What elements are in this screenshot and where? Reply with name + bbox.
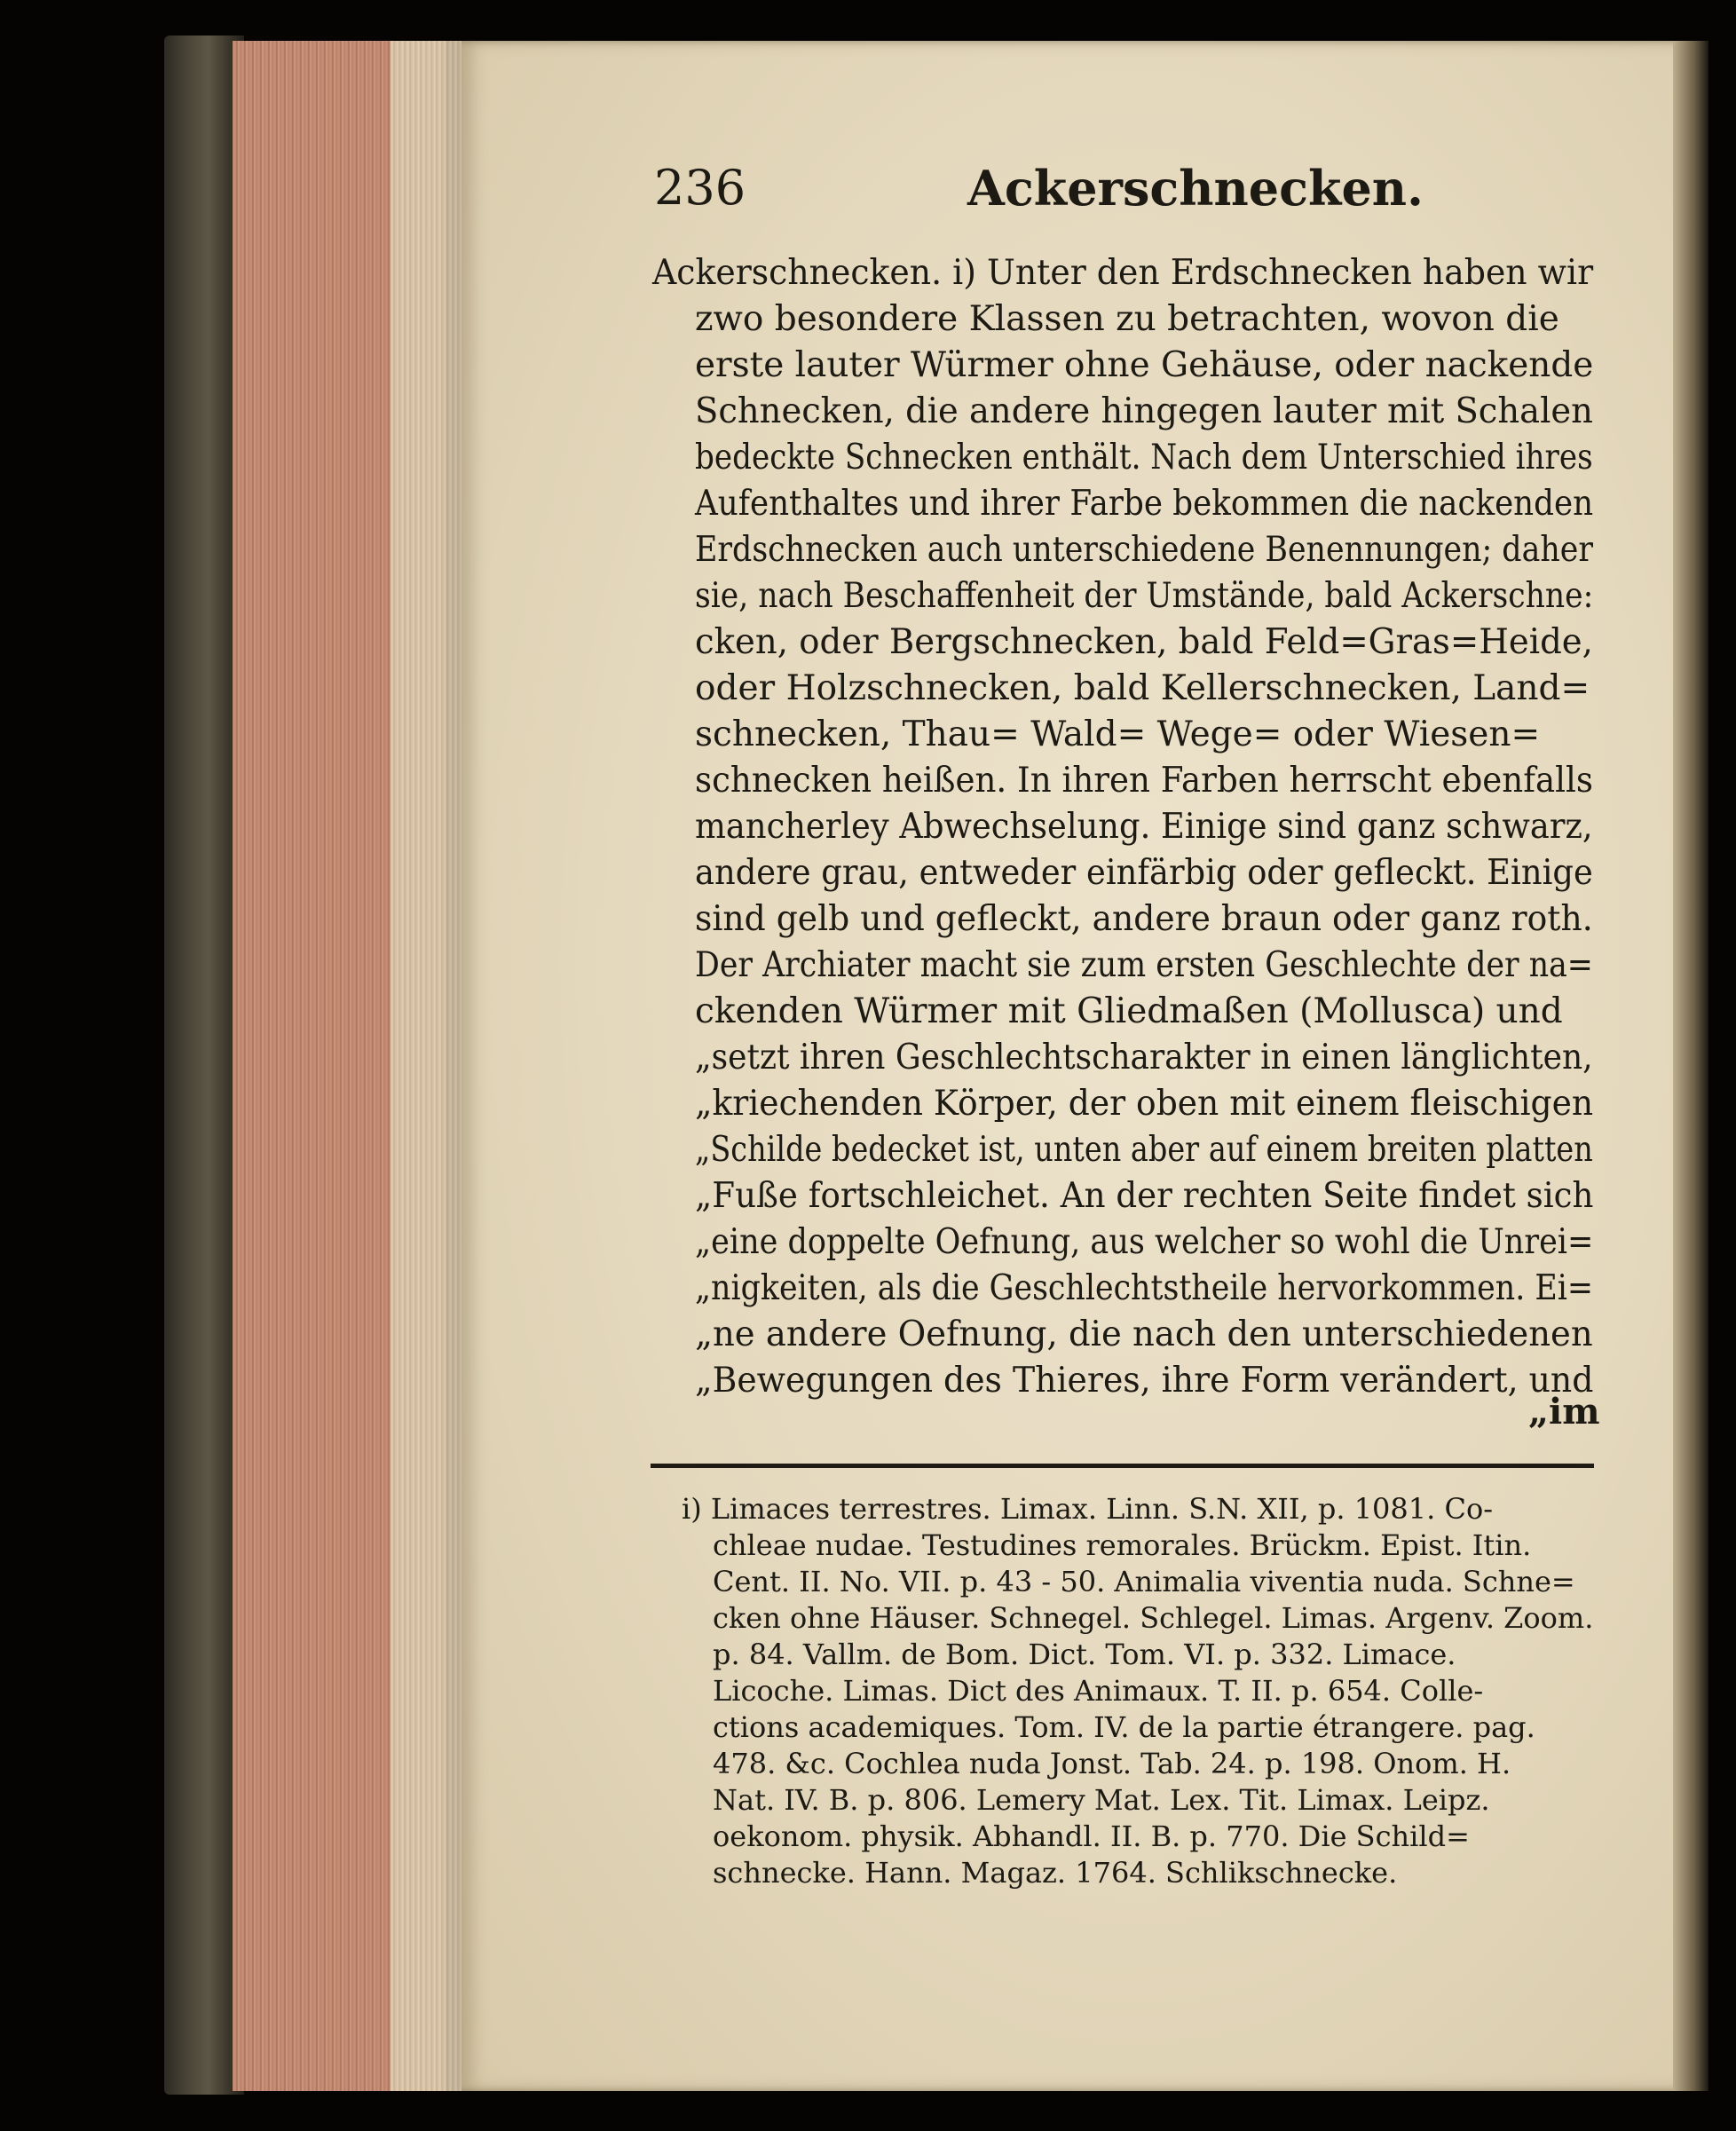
page-number: 236 <box>654 160 746 216</box>
body-line: schnecken heißen. In ihren Farben herrscht ebenfalls <box>695 761 1593 801</box>
body-line: sie, nach Beschaffenheit der Umstände, bald Ackerschne: <box>695 576 1594 616</box>
body-line: mancherley Abwechselung. Einige sind ganz schwarz, <box>695 807 1593 847</box>
body-line: zwo besondere Klassen zu betrachten, wovon die <box>695 299 1559 339</box>
footnote-line: i) Limaces terrestres. Limax. Linn. S.N. XII, p. 1081. Co- <box>682 1492 1494 1526</box>
body-line: Erdschnecken auch unterschiedene Benennungen; daher <box>695 530 1593 570</box>
body-line: „Fuße fortschleichet. An der rechten Seite findet sich <box>695 1176 1594 1216</box>
body-line: „nigkeiten, als die Geschlechtstheile hervorkommen. Ei= <box>695 1268 1594 1308</box>
footnote-line: Cent. II. No. VII. p. 43 - 50. Animalia viventia nuda. Schne= <box>713 1565 1575 1598</box>
body-line: Der Archiater macht sie zum ersten Geschlechte der na= <box>695 945 1593 985</box>
footnote-line: chleae nudae. Testudines remorales. Brückm. Epist. Itin. <box>713 1528 1532 1562</box>
body-line: sind gelb und gefleckt, andere braun oder ganz roth. <box>695 899 1593 939</box>
body-line: Schnecken, die andere hingegen lauter mit Schalen <box>695 391 1593 431</box>
footnote-line: Licoche. Limas. Dict des Animaux. T. II. p. 654. Colle- <box>713 1674 1484 1708</box>
body-line: „eine doppelte Oefnung, aus welcher so wohl die Unrei= <box>695 1222 1594 1262</box>
body-line: andere grau, entweder einfärbig oder gefleckt. Einige <box>695 853 1593 893</box>
footnote-rule <box>651 1464 1594 1468</box>
body-line: „kriechenden Körper, der oben mit einem fleischigen <box>695 1084 1594 1124</box>
page-edges-inner <box>391 41 466 2091</box>
body-line: schnecken, Thau= Wald= Wege= oder Wiesen= <box>695 714 1541 754</box>
body-line: oder Holzschnecken, bald Kellerschnecken, Land= <box>695 668 1590 708</box>
footnote-line: p. 84. Vallm. de Bom. Dict. Tom. VI. p. 332. Limace. <box>713 1638 1456 1671</box>
body-line: Ackerschnecken. i) Unter den Erdschnecken haben wir <box>652 253 1594 293</box>
body-line: erste lauter Würmer ohne Gehäuse, oder nackende <box>695 345 1594 385</box>
footnote-line: 478. &c. Cochlea nuda Jonst. Tab. 24. p. 198. Onom. H. <box>713 1747 1511 1780</box>
running-title: Ackerschnecken. <box>967 160 1424 217</box>
footnote-line: oekonom. physik. Abhandl. II. B. p. 770. Die Schild= <box>713 1819 1470 1853</box>
footnote-line: schnecke. Hann. Magaz. 1764. Schlikschnecke. <box>713 1856 1398 1890</box>
body-line: ckenden Würmer mit Gliedmaßen (Mollusca) und <box>695 991 1563 1031</box>
body-line: „setzt ihren Geschlechtscharakter in einen länglichten, <box>695 1038 1593 1077</box>
catchword: „im <box>1528 1391 1600 1433</box>
book-gutter <box>1673 41 1708 2091</box>
body-line: „Bewegungen des Thieres, ihre Form verändert, und <box>695 1361 1594 1401</box>
body-line: bedeckte Schnecken enthält. Nach dem Unterschied ihres <box>695 438 1593 478</box>
body-line: Aufenthaltes und ihrer Farbe bekommen die nackenden <box>695 484 1594 524</box>
body-line: cken, oder Bergschnecken, bald Feld=Gras=Heide, <box>695 622 1593 662</box>
footnote-line: ctions academiques. Tom. IV. de la partie étrangere. pag. <box>713 1710 1535 1744</box>
footnote-line: Nat. IV. B. p. 806. Lemery Mat. Lex. Tit. Limax. Leipz. <box>713 1783 1490 1817</box>
body-line: „ne andere Oefnung, die nach den unterschiedenen <box>695 1314 1593 1354</box>
body-line: „Schilde bedecket ist, unten aber auf einem breiten platten <box>695 1130 1593 1170</box>
footnote-line: cken ohne Häuser. Schnegel. Schlegel. Limas. Argenv. Zoom. <box>713 1601 1594 1635</box>
